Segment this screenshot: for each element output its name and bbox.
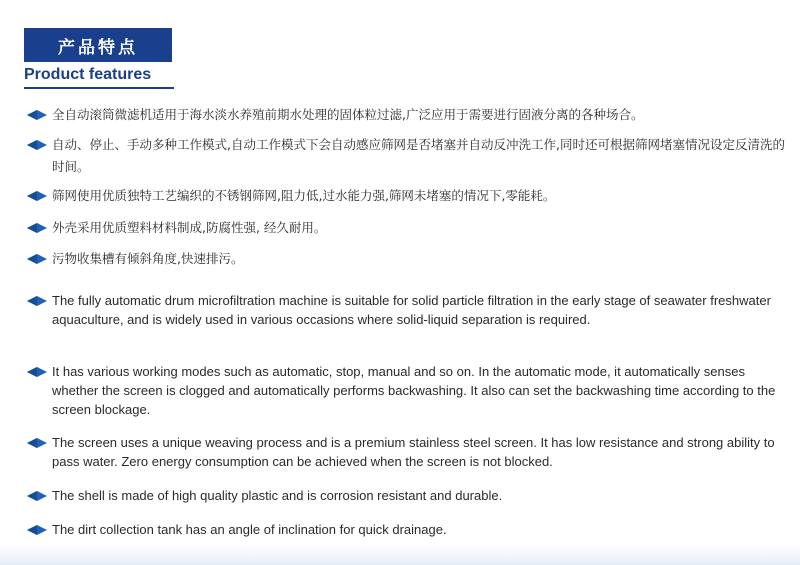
list-item — [26, 185, 786, 207]
section-header — [24, 28, 174, 89]
list-item — [26, 362, 786, 419]
feature-text: The shell is made of high quality plastic and is corrosion resistant and durable. — [52, 488, 503, 503]
diamond-bullet-icon — [26, 253, 48, 265]
feature-text: 外壳采用优质塑料材料制成,防腐性强, 经久耐用。 — [52, 220, 327, 235]
diamond-bullet-icon — [26, 437, 48, 449]
list-item — [26, 217, 786, 239]
diamond-bullet-icon — [26, 190, 48, 202]
diamond-bullet-icon — [26, 490, 48, 502]
feature-text: The screen uses a unique weaving process and is a premium stainless steel screen. It has low resistance and strong ability to pass water. Zero energy consumption can be achieved when the screen is not blocked. — [52, 435, 775, 469]
list-item — [26, 104, 786, 126]
feature-text: 自动、停止、手动多种工作模式,自动工作模式下会自动感应筛网是否堵塞并自动反冲洗工作,同时还可根据筛网堵塞情况设定反清洗的时间。 — [52, 137, 785, 174]
feature-text: 污物收集槽有倾斜角度,快速排污。 — [52, 251, 244, 266]
feature-text: The dirt collection tank has an angle of inclination for quick drainage. — [52, 522, 447, 537]
list-item — [26, 134, 786, 178]
feature-text: It has various working modes such as automatic, stop, manual and so on. In the automatic mode, it automatically senses whether the screen is clogged and automatically performs backwashing. It also can set the backwashing time according to the screen blockage. — [52, 364, 776, 417]
feature-text: 筛网使用优质独特工艺编织的不锈钢筛网,阻力低,过水能力强,筛网未堵塞的情况下,零能耗。 — [52, 188, 556, 203]
list-item — [26, 520, 786, 539]
section-title-en: Product features — [24, 66, 174, 89]
list-item — [26, 291, 786, 329]
feature-text: 全自动滚筒微滤机适用于海水淡水养殖前期水处理的固体粒过滤,广泛应用于需要进行固液分离的各种场合。 — [52, 107, 644, 122]
list-item — [26, 248, 786, 270]
section-title-cn: 产品特点 — [24, 28, 172, 62]
diamond-bullet-icon — [26, 109, 48, 121]
feature-text: The fully automatic drum microfiltration machine is suitable for solid particle filtration in the early stage of seawater freshwater aquaculture, and is widely used in various occasions where solid-liquid separation is required. — [52, 293, 771, 327]
bottom-gradient-band — [0, 545, 800, 565]
list-item — [26, 433, 786, 471]
diamond-bullet-icon — [26, 524, 48, 536]
diamond-bullet-icon — [26, 295, 48, 307]
diamond-bullet-icon — [26, 222, 48, 234]
diamond-bullet-icon — [26, 366, 48, 378]
list-item — [26, 486, 786, 505]
diamond-bullet-icon — [26, 139, 48, 151]
